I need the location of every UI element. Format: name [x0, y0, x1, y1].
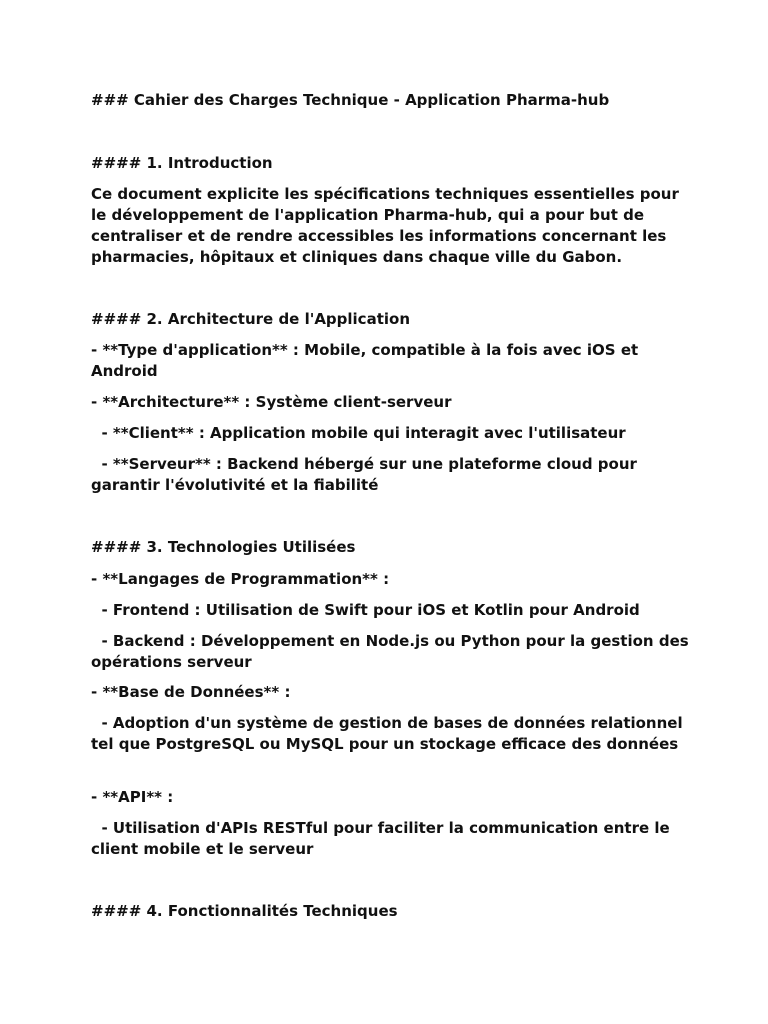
features-heading: #### 4. Fonctionnalités Techniques [91, 902, 398, 920]
document-title: ### Cahier des Charges Technique - Application Pharma-hub [91, 91, 610, 109]
technologies-api-detail: - Utilisation d'APIs RESTful pour faciliter la communication entre le client mobile et le serveur [91, 819, 675, 858]
intro-paragraph: Ce document explicite les spécifications techniques essentielles pour le développement de l'application Pharma-hub, qui a pour but de centraliser et de rendre accessibles les informations concernant les pharmacies, hôpitaux et cliniques dans chaque ville du Gabon. [91, 185, 685, 266]
architecture-heading: #### 2. Architecture de l'Application [91, 310, 410, 328]
architecture-server-item: - **Serveur** : Backend hébergé sur une plateforme cloud pour garantir l'évolutivité et la fiabilité [91, 455, 643, 494]
technologies-api-item: - **API** : [91, 788, 174, 806]
architecture-system-item: - **Architecture** : Système client-serveur [91, 393, 452, 411]
technologies-heading: #### 3. Technologies Utilisées [91, 538, 356, 556]
technologies-backend-item: - Backend : Développement en Node.js ou Python pour la gestion des opérations serveur [91, 632, 694, 671]
technologies-database-detail: - Adoption d'un système de gestion de bases de données relationnel tel que PostgreSQL ou MySQL pour un stockage efficace des données [91, 714, 688, 753]
intro-heading: #### 1. Introduction [91, 154, 273, 172]
architecture-type-item: - **Type d'application** : Mobile, compatible à la fois avec iOS et Android [91, 341, 644, 380]
technologies-languages-item: - **Langages de Programmation** : [91, 570, 390, 588]
technologies-frontend-item: - Frontend : Utilisation de Swift pour iOS et Kotlin pour Android [91, 601, 640, 619]
technologies-database-item: - **Base de Données** : [91, 683, 291, 701]
architecture-client-item: - **Client** : Application mobile qui interagit avec l'utilisateur [91, 424, 626, 442]
